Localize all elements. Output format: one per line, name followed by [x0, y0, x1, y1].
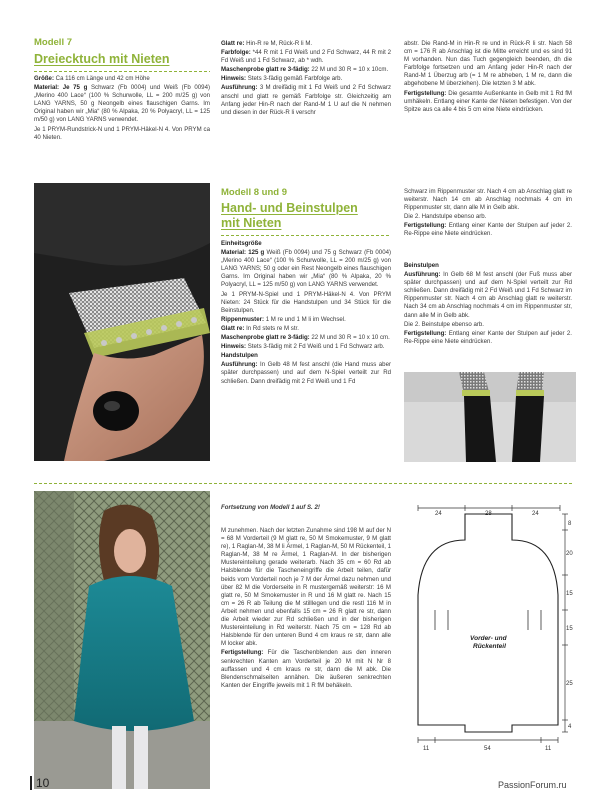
- paragraph: [221, 40, 391, 48]
- model7-column-2: [221, 40, 391, 118]
- paragraph-lead: Beinstulpen: [404, 262, 439, 269]
- paragraph: [221, 527, 391, 648]
- paragraph: [404, 213, 572, 221]
- paragraph: [404, 271, 572, 320]
- paragraph-lead: Ausführung:: [404, 271, 441, 279]
- paragraph-lead: Ausführung:: [221, 361, 258, 369]
- paragraph-text: Ca 116 cm Länge und 42 cm Höhe: [53, 75, 150, 82]
- paragraph: [221, 649, 391, 689]
- paragraph-lead: Glatt re:: [221, 324, 245, 332]
- model89-title-line1: Hand- und Beinstulpen: [221, 201, 358, 215]
- paragraph-text: 22 M und 30 R = 10 x 10cm.: [309, 66, 389, 74]
- paragraph-text: In Rd stets re M str.: [244, 324, 299, 332]
- paragraph-text: M zunehmen. Nach der letzten Zunahme sind 198 M auf der N = 68 M Vorderteil (9 M glatt re, 50 M Smokemuster, 9 M glatt re), 1 Raglan-M, 38 M li Ärmel, 1 Raglan-M, 50 M Rückenteil, 1 Raglan-M, 38 M re Ärmel, 1 Raglan-M. In der bisherigen Mustereinteilung gerade weiterarb. Nach 35 cm = 60 Rd ab Halsblende für die Tascheneingriffe die Arbeit teilen, dafür beids vom Vorderteil noch je 7 M der Ärmel dazu nehmen und über 82 M die Vorderseite in R mustergemäß weiterstr: 16 M glatt re, 50 M Smokemuster in R und 16 M glatt re. Nach 15 cm = 26 R ab Teilung die M stilllegen und die restl 116 M in Arbeit nehmen und ebenfalls 15 cm = 26 R glatt re str, dann die Arbeit wieder zur Rd schließen und in der bisherigen Mustereinteilung in Rd weiterstr. Nach 75 cm = 128 Rd ab Halsblende für den unteren Bund 4 cm kraus re str, dann alle M locker abk.: [221, 527, 392, 648]
- paragraph: [221, 66, 391, 74]
- paragraph-lead: Farbfolge:: [221, 49, 251, 57]
- paragraph-text: Schwarz im Rippenmuster str. Nach 4 cm ab Anschlag glatt re weiterstr. Nach 14 cm ab Anschlag nochmals 4 cm im Rippenmuster str, dann alle M in Gelb abk.: [404, 188, 572, 212]
- dim-top-mid: 28: [485, 511, 492, 517]
- paragraph-lead: Material: Je 75 g: [34, 84, 88, 92]
- paragraph: [221, 325, 391, 333]
- paragraph-text: Die gesamte Außenkante in Gelb mit 1 Rd fM umhäkeln. Entlang einer Kante der Nieten befestigen. Von der Spitze aus ca alle 4 bis 5 cm eine Niete eindrücken.: [404, 89, 572, 113]
- paragraph-text: In Gelb 48 M fest anschl (die Hand muss aber später durchpassen) und auf dem N-Spiel verteilt zur Rd schließen. Dann dreifädig mit 2 Fd Weiß und 1 Fd: [221, 361, 391, 385]
- model7-label: Modell 7: [34, 37, 73, 48]
- paragraph-lead: Fertigstellung:: [404, 222, 447, 230]
- dim-bottom-2: 11: [545, 746, 552, 752]
- paragraph-text: Hin-R re M, Rück-R li M.: [244, 40, 313, 47]
- model7-rule: [34, 71, 210, 72]
- paragraph: [221, 343, 391, 351]
- paragraph-lead: Glatt re:: [221, 40, 245, 47]
- dim-right-2: 15: [566, 591, 573, 597]
- paragraph: [221, 334, 391, 342]
- paragraph-lead: Maschenprobe glatt re 3-fädig:: [221, 66, 310, 74]
- paragraph-lead: Rippenmuster:: [221, 315, 264, 323]
- garment-outline: [418, 514, 558, 732]
- paragraph-text: Schwarz (Fb 0004) und Weiß (Fb 0094) „Merino 400 Lace“ (100 % Schurwolle, LL = 200 m/25 g) von LANG YARNS, 50 g Neongelb eines flauschigen Garns. Im Original haben wir „Mia“ (80 % Alpaka, 20 % Polyacryl, LL = 125 m/50 g) von LANG YARNS verwendet.: [34, 84, 210, 124]
- paragraph-lead: Maschenprobe glatt re 3-fädig:: [221, 334, 310, 342]
- model89-column-2: [221, 240, 391, 387]
- model7-column-1: [34, 75, 210, 143]
- paragraph: [404, 188, 572, 212]
- watermark-site: PassionForum.ru: [498, 780, 567, 790]
- paragraph-text: Stets 3-fädig mit 2 Fd Weiß und 1 Fd Schwarz arb.: [246, 343, 385, 351]
- paragraph: [221, 49, 391, 65]
- dim-bottom-0: 11: [423, 746, 430, 752]
- schematic-label-line1: Vorder- und: [470, 635, 507, 642]
- photo-woman-poncho: [34, 491, 210, 789]
- paragraph-lead: Ausführung:: [221, 84, 258, 92]
- schematic-diagram: [400, 500, 580, 760]
- paragraph: [221, 75, 391, 83]
- paragraph: [404, 262, 572, 270]
- paragraph-lead: Hinweis:: [221, 75, 247, 83]
- dim-top-right: 24: [532, 511, 539, 517]
- paragraph-text: 1 M re und 1 M li im Wechsel.: [264, 315, 346, 323]
- paragraph-text: 3 M dreifädig mit 1 Fd Weiß und 2 Fd Schwarz anschl und glatt re gemäß Farbfolge str. Gleichzeitig am Anfang jeder Hin-R nach der Rand-M 1 U auf die N nehmen und diesen in der Rück-R li verschr: [221, 84, 391, 116]
- paragraph-text: Weiß (Fb 0094) und 75 g Schwarz (Fb 0004) „Merino 400 Lace“ (100 % Schurwolle, LL = 200 m/25 g) von LANG YARNS; 50 g oder ein Rest Neongelb eines flauschigen Garns. Im Original haben wir „Mia“ (80 % Alpaka, 20 % Polyacryl, LL = 125 m/50 g) von LANG YARNS verwendet.: [221, 249, 391, 289]
- dim-right-5: 4: [568, 724, 572, 730]
- paragraph: [34, 84, 210, 124]
- paragraph-text: Die 2. Handstulpe ebenso arb.: [404, 213, 487, 221]
- paragraph: [221, 361, 391, 385]
- paragraph-text: In Gelb 68 M fest anschl (der Fuß muss aber später durchpassen) und auf dem N-Spiel verteilt zur Rd schließen. Dann dreifädig mit 2 Fd Weiß und 1 Fd Schwarz im Rippenmuster str. Nach 4 cm ab Anschlag glatt re weiterstr. Nach 34 cm ab Anschlag nochmals 4 cm im Rippenmuster str, dann alle M in Gelb abk.: [404, 271, 572, 319]
- paragraph-lead: Fertigstellung:: [404, 89, 447, 97]
- photo-leg-warmers: [404, 372, 576, 462]
- paragraph-lead: Material: 125 g: [221, 249, 265, 257]
- dim-top-left: 24: [435, 511, 442, 517]
- model89-label: Modell 8 und 9: [221, 187, 287, 198]
- continuation-text: [221, 527, 391, 691]
- model7-column-3: [404, 40, 572, 115]
- paragraph-text: Entlang einer Kante der Stulpen auf jeder 2. Re-Rippe eine Niete eindrücken.: [404, 329, 572, 345]
- paragraph: [404, 90, 572, 114]
- paragraph-text: 22 M und 30 R = 10 x 10 cm.: [309, 334, 390, 342]
- schematic-label-line2: Rückenteil: [473, 643, 506, 650]
- dim-right-4: 25: [566, 681, 573, 687]
- paragraph: [221, 240, 391, 248]
- model89-column-3-bottom: [404, 262, 572, 347]
- section-separator: [34, 483, 572, 484]
- model7-title: Dreiecktuch mit Nieten: [34, 52, 170, 66]
- paragraph-text: Entlang einer Kante der Stulpen auf jeder 2. Re-Rippe eine Niete eindrücken.: [404, 222, 572, 238]
- paragraph-lead: Einheitsgröße: [221, 240, 262, 247]
- paragraph-text: Für die Taschenblenden aus den inneren senkrechten Kanten am Vorderteil je 20 M mit N Nr 8 auffassen und 4 cm kraus re str, dann die M abk. Die Blendenschmalseiten annähen. Die äußeren senkrechten Kanten der Eingriffe jeweils mit 1 R fM behäkeln.: [221, 649, 391, 689]
- photo-hand-cuff: [34, 183, 210, 461]
- continuation-heading: Fortsetzung von Modell 1 auf S. 2!: [221, 504, 320, 511]
- dim-right-1: 20: [566, 551, 573, 557]
- page-number: 10: [36, 776, 50, 790]
- paragraph: [221, 249, 391, 289]
- paragraph: [404, 40, 572, 89]
- paragraph: [404, 330, 572, 346]
- page-number-bar: [30, 776, 32, 790]
- paragraph-lead: Handstulpen: [221, 352, 258, 360]
- model89-rule: [221, 235, 391, 236]
- dim-bottom-1: 54: [484, 746, 491, 752]
- paragraph-text: Je 1 PRYM-Rundstrick-N und 1 PRYM-Häkel-N 4. Von PRYM ca 40 Nieten.: [34, 125, 210, 141]
- paragraph-lead: Fertigstellung:: [221, 649, 264, 657]
- paragraph: [404, 222, 572, 238]
- dim-right-0: 8: [568, 521, 572, 527]
- paragraph-text: Je 1 PRYM-N-Spiel und 1 PRYM-Häkel-N 4. Von PRYM Nieten: 24 Stück für die Handstulpen und 34 Stück für die Beinstulpen.: [221, 290, 391, 314]
- dim-right-3: 15: [566, 626, 573, 632]
- paragraph-text: *44 R mit 1 Fd Weiß und 2 Fd Schwarz, 44 R mit 2 Fd Weiß und 1 Fd Schwarz, ab * wdh.: [221, 49, 391, 65]
- paragraph: [34, 75, 210, 83]
- paragraph: [221, 316, 391, 324]
- paragraph: [34, 126, 210, 142]
- paragraph-lead: Hinweis:: [221, 343, 247, 351]
- paragraph: [221, 84, 391, 116]
- model89-title-line2: mit Nieten: [221, 216, 282, 230]
- paragraph: [221, 291, 391, 315]
- paragraph-lead: Größe:: [34, 75, 54, 82]
- model89-column-3-top: [404, 188, 572, 240]
- paragraph-text: Die 2. Beinstulpe ebenso arb.: [404, 320, 484, 328]
- paragraph-text: abstr. Die Rand-M in Hin-R re und in Rück-R li str. Nach 58 cm = 176 R ab Anschlag ist die Mitte erreicht und es sind 91 M vorhanden. Nun das Tuch gegengleich beenden, dh die Farbfolge fortsetzen und am Anfang jeder Hin-R nach der Rand-M 1 Überzug arb (= 1 M re abheben, 1 M re, dann die abgehobene M überziehen). Die letzten 3 M abk.: [404, 40, 572, 88]
- paragraph-text: Stets 3-fädig gemäß Farbfolge arb.: [246, 75, 343, 83]
- paragraph: [404, 321, 572, 329]
- paragraph-lead: Fertigstellung:: [404, 329, 447, 337]
- paragraph: [221, 352, 391, 360]
